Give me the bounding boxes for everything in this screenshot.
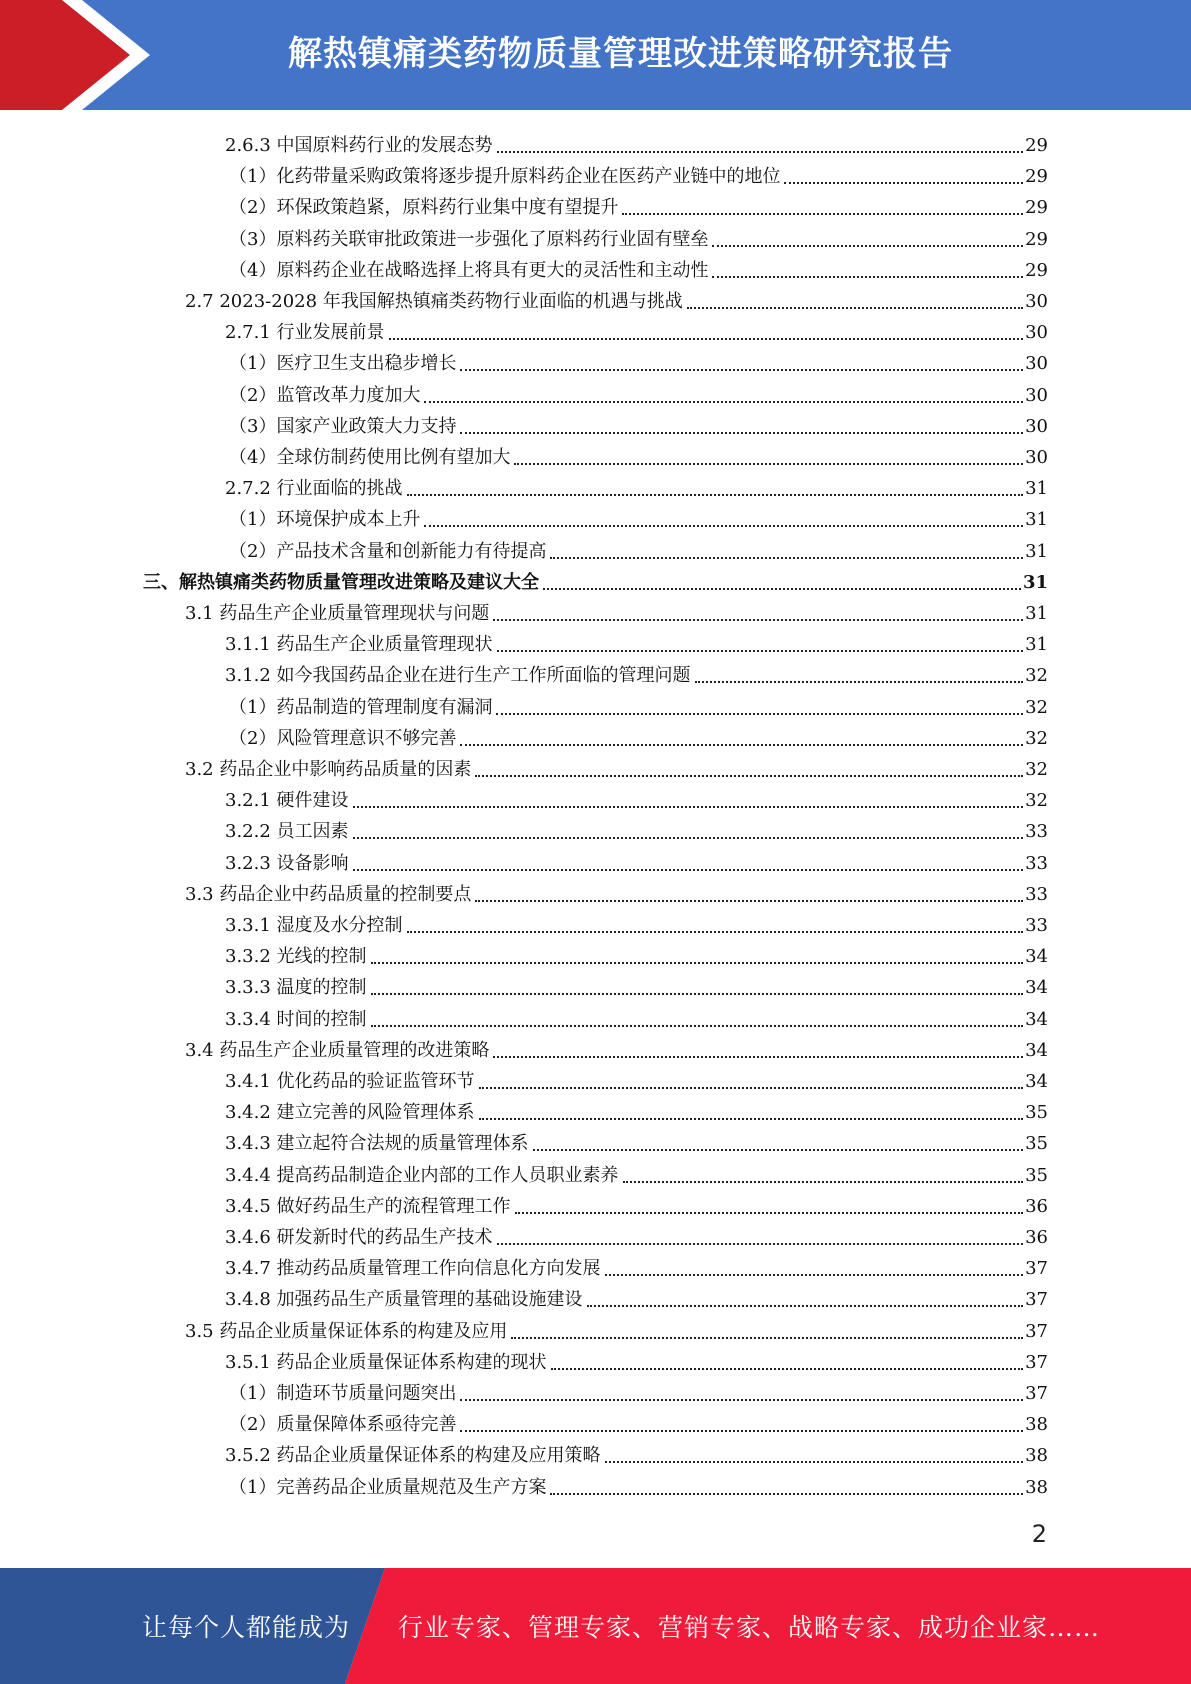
toc-entry-title: （3）原料药关联审批政策进一步强化了原料药行业固有壁垒 [229, 228, 709, 250]
toc-entry-page: 33 [1025, 915, 1048, 936]
toc-entry-page: 38 [1025, 1414, 1048, 1436]
toc-entry-title: 2.7.2 行业面临的挑战 [225, 478, 403, 500]
toc-entry-title: （2）产品技术含量和创新能力有待提高 [229, 540, 547, 562]
toc-dot-leader [424, 501, 1023, 527]
toc-dot-leader [511, 1313, 1023, 1339]
toc-entry-title: 3.1.1 药品生产企业质量管理现状 [225, 634, 493, 656]
toc-entry[interactable] [229, 1375, 1048, 1406]
footer-slogan-left: 让每个人都能成为 [142, 1613, 351, 1642]
toc-dot-leader [407, 907, 1024, 933]
toc-entry[interactable] [229, 189, 1048, 220]
toc-entry-page: 33 [1025, 821, 1048, 843]
toc-dot-leader [605, 1250, 1024, 1276]
toc-entry-page: 38 [1025, 1476, 1048, 1498]
toc-entry-page: 37 [1025, 1351, 1048, 1373]
toc-entry[interactable] [229, 345, 1048, 376]
toc-entry-title: （1）医疗卫生支出稳步增长 [229, 353, 457, 375]
toc-entry[interactable] [185, 876, 1048, 907]
toc-entry[interactable] [229, 221, 1048, 252]
toc-entry-page: 30 [1025, 384, 1048, 406]
report-title: 解热镇痛类药物质量管理改进策略研究报告 [288, 34, 953, 74]
toc-entry-title: 3.3.2 光线的控制 [225, 946, 367, 968]
toc-dot-leader [475, 876, 1023, 902]
toc-entry[interactable] [225, 845, 1048, 876]
toc-entry-page: 29 [1025, 197, 1048, 219]
toc-dot-leader [475, 751, 1023, 777]
toc-entry[interactable] [229, 1469, 1048, 1500]
toc-dot-leader [712, 252, 1023, 278]
toc-entry-page: 29 [1025, 228, 1048, 250]
toc-entry-page: 35 [1025, 1164, 1048, 1186]
toc-dot-leader [550, 533, 1023, 559]
toc-entry-page: 31 [1022, 571, 1048, 593]
toc-entry-page: 35 [1025, 1102, 1048, 1124]
toc-entry-page: 34 [1025, 977, 1048, 999]
toc-dot-leader [424, 377, 1023, 403]
toc-entry-title: 3.1.2 如今我国药品企业在进行生产工作所面临的管理问题 [225, 665, 691, 687]
toc-entry-page: 30 [1025, 447, 1048, 468]
toc-entry-page: 34 [1025, 1039, 1048, 1061]
toc-entry-title: 3.4 药品生产企业质量管理的改进策略 [185, 1039, 490, 1061]
toc-entry-page: 33 [1025, 883, 1048, 905]
toc-dot-leader [460, 1375, 1023, 1401]
toc-entry-page: 33 [1025, 852, 1048, 874]
toc-entry-title: 3.3.3 温度的控制 [225, 977, 367, 999]
toc-entry[interactable] [185, 1032, 1048, 1063]
toc-entry-page: 34 [1025, 1071, 1048, 1092]
footer-slogan-right: 行业专家、管理专家、营销专家、战略专家、成功企业家…… [398, 1613, 1101, 1642]
toc-entry-title: 3.2 药品企业中影响药品质量的因素 [185, 759, 472, 780]
toc-dot-leader [460, 1406, 1023, 1432]
toc-entry[interactable] [225, 1157, 1048, 1188]
toc-entry[interactable] [225, 1063, 1048, 1094]
toc-entry-title: （4）原料药企业在战略选择上将具有更大的灵活性和主动性 [229, 259, 709, 281]
toc-entry[interactable] [229, 252, 1048, 283]
toc-entry-page: 29 [1025, 135, 1048, 156]
toc-entry-title: 3.1 药品生产企业质量管理现状与问题 [185, 603, 490, 624]
toc-dot-leader [533, 1125, 1024, 1151]
toc-dot-leader [353, 813, 1024, 839]
toc-entry-title: （1）制造环节质量问题突出 [229, 1383, 457, 1404]
toc-dot-leader [623, 1157, 1024, 1183]
toc-dot-leader [515, 1188, 1024, 1214]
toc-dot-leader [496, 689, 1023, 715]
toc-entry[interactable] [229, 501, 1048, 532]
toc-dot-leader [371, 938, 1024, 964]
toc-entry[interactable] [225, 938, 1048, 969]
toc-dot-leader [514, 439, 1023, 465]
toc-dot-leader [460, 720, 1023, 746]
toc-dot-leader [493, 1032, 1023, 1058]
toc-entry-title: （2）环保政策趋紧，原料药行业集中度有望提升 [229, 197, 619, 219]
toc-dot-leader [353, 782, 1024, 808]
toc-dot-leader [493, 595, 1023, 621]
toc-entry-page: 37 [1025, 1289, 1048, 1311]
toc-entry-title: （2）质量保障体系亟待完善 [229, 1414, 457, 1436]
page-number: 2 [1031, 1520, 1047, 1548]
toc-entry-page: 36 [1025, 1227, 1048, 1248]
toc-dot-leader [371, 1001, 1024, 1027]
toc-dot-leader [550, 1469, 1023, 1495]
toc-dot-leader [353, 845, 1024, 871]
toc-entry-title: 3.2.3 设备影响 [225, 852, 349, 874]
toc-entry-title: （3）国家产业政策大力支持 [229, 415, 457, 437]
toc-entry[interactable] [225, 1219, 1048, 1250]
toc-entry-title: （2）监管改革力度加大 [229, 384, 421, 406]
toc-dot-leader [543, 564, 1021, 590]
toc-entry[interactable] [229, 720, 1048, 751]
toc-entry-title: 3.2.2 员工因素 [225, 821, 349, 843]
toc-dot-leader [460, 408, 1023, 434]
toc-entry-page: 34 [1025, 1008, 1048, 1030]
toc-dot-leader [407, 470, 1024, 496]
toc-entry[interactable] [229, 408, 1048, 439]
toc-entry[interactable] [185, 1313, 1048, 1344]
toc-entry-title: （1）药品制造的管理制度有漏洞 [229, 696, 493, 718]
toc-entry[interactable] [225, 782, 1048, 813]
toc-entry[interactable] [185, 595, 1048, 626]
toc-entry[interactable] [225, 1437, 1048, 1468]
toc-dot-leader [687, 283, 1023, 309]
toc-entry-title: 3.3 药品企业中药品质量的控制要点 [185, 883, 472, 905]
toc-entry[interactable] [229, 1406, 1048, 1437]
toc-entry[interactable] [225, 1281, 1048, 1312]
toc-entry[interactable] [143, 564, 1048, 595]
toc-dot-leader [551, 1344, 1024, 1370]
toc-entry[interactable] [185, 283, 1048, 314]
toc-entry[interactable] [225, 657, 1048, 688]
page-footer [0, 1568, 1191, 1684]
toc-entry-page: 29 [1025, 259, 1048, 281]
toc-entry-page: 32 [1025, 790, 1048, 812]
toc-entry-page: 30 [1025, 415, 1048, 437]
toc-entry-title: 3.4.7 推动药品质量管理工作向信息化方向发展 [225, 1258, 601, 1280]
toc-entry-page: 35 [1025, 1133, 1048, 1155]
toc-entry[interactable] [225, 907, 1048, 938]
toc-entry-title: 3.4.2 建立完善的风险管理体系 [225, 1102, 475, 1124]
toc-entry-title: 2.6.3 中国原料药行业的发展态势 [225, 135, 493, 156]
toc-entry[interactable] [225, 314, 1048, 345]
toc-entry[interactable] [229, 377, 1048, 408]
toc-dot-leader [479, 1063, 1024, 1089]
toc-entry-title: 三、解热镇痛类药物质量管理改进策略及建议大全 [143, 571, 539, 593]
toc-entry[interactable] [225, 470, 1048, 501]
toc-entry-page: 38 [1025, 1445, 1048, 1467]
toc-dot-leader [497, 127, 1024, 153]
toc-entry-page: 31 [1025, 509, 1048, 531]
toc-dot-leader [712, 221, 1023, 247]
page-header [0, 0, 1191, 110]
toc-entry-title: 3.4.5 做好药品生产的流程管理工作 [225, 1195, 511, 1217]
toc-dot-leader [371, 969, 1024, 995]
toc-entry-title: 3.3.4 时间的控制 [225, 1008, 367, 1030]
toc-entry-page: 32 [1025, 727, 1048, 749]
toc-dot-leader [605, 1437, 1024, 1463]
toc-entry-page: 31 [1025, 478, 1048, 500]
toc-entry-title: 3.4.4 提高药品制造企业内部的工作人员职业素养 [225, 1164, 619, 1186]
toc-dot-leader [497, 626, 1024, 652]
toc-entry[interactable] [225, 1094, 1048, 1125]
toc-entry[interactable] [225, 626, 1048, 657]
toc-entry[interactable] [229, 439, 1048, 470]
toc-entry-page: 32 [1025, 665, 1048, 687]
toc-entry-title: 3.4.1 优化药品的验证监管环节 [225, 1071, 475, 1092]
toc-entry-title: 2.7.1 行业发展前景 [225, 322, 385, 344]
toc-entry-page: 30 [1025, 353, 1048, 375]
toc-entry-title: （1）化药带量采购政策将逐步提升原料药企业在医药产业链中的地位 [229, 166, 781, 188]
toc-entry-page: 31 [1025, 540, 1048, 562]
toc-entry-title: （1）完善药品企业质量规范及生产方案 [229, 1476, 547, 1498]
toc-dot-leader [460, 345, 1023, 371]
toc-entry-title: 3.4.6 研发新时代的药品生产技术 [225, 1227, 493, 1248]
toc-entry-title: 3.2.1 硬件建设 [225, 790, 349, 812]
toc-entry-page: 37 [1025, 1383, 1048, 1404]
toc-entry[interactable] [225, 1188, 1048, 1219]
toc-entry[interactable] [229, 533, 1048, 564]
toc-dot-leader [695, 657, 1024, 683]
toc-dot-leader [479, 1094, 1024, 1120]
toc-dot-leader [784, 158, 1023, 184]
toc-entry[interactable] [225, 127, 1048, 158]
toc-entry-page: 30 [1025, 291, 1048, 312]
toc-entry-title: （2）风险管理意识不够完善 [229, 727, 457, 749]
toc-entry[interactable] [225, 1001, 1048, 1032]
toc-entry-title: 3.4.8 加强药品生产质量管理的基础设施建设 [225, 1289, 583, 1311]
toc-entry-page: 36 [1025, 1195, 1048, 1217]
toc-entry-title: 3.5.1 药品企业质量保证体系构建的现状 [225, 1351, 547, 1373]
toc-entry-page: 37 [1025, 1320, 1048, 1342]
toc-entry-page: 31 [1025, 603, 1048, 624]
toc-entry-title: （1）环境保护成本上升 [229, 509, 421, 531]
toc-dot-leader [497, 1219, 1024, 1245]
toc-entry[interactable] [225, 969, 1048, 1000]
toc-entry-page: 30 [1025, 322, 1048, 344]
toc-entry-title: 3.3.1 湿度及水分控制 [225, 915, 403, 936]
toc-entry-page: 29 [1025, 166, 1048, 188]
toc-entry[interactable] [185, 751, 1048, 782]
toc-entry[interactable] [225, 1250, 1048, 1281]
toc-entry-page: 37 [1025, 1258, 1048, 1280]
toc-entry-title: （4）全球仿制药使用比例有望加大 [229, 447, 511, 468]
toc-entry-page: 32 [1025, 696, 1048, 718]
toc-entry[interactable] [225, 1344, 1048, 1375]
toc-entry-page: 32 [1025, 759, 1048, 780]
toc-entry[interactable] [225, 813, 1048, 844]
toc-dot-leader [389, 314, 1024, 340]
toc-dot-leader [587, 1281, 1024, 1307]
toc-entry-title: 3.5.2 药品企业质量保证体系的构建及应用策略 [225, 1445, 601, 1467]
toc-entry-title: 3.4.3 建立起符合法规的质量管理体系 [225, 1133, 529, 1155]
toc-dot-leader [622, 189, 1023, 215]
toc-entry[interactable] [229, 158, 1048, 189]
toc-entry-page: 34 [1025, 946, 1048, 968]
toc-entry-title: 3.5 药品企业质量保证体系的构建及应用 [185, 1320, 508, 1342]
toc-entry-page: 31 [1025, 634, 1048, 656]
toc-entry-title: 2.7 2023-2028 年我国解热镇痛类药物行业面临的机遇与挑战 [185, 291, 683, 312]
toc-entry[interactable] [225, 1125, 1048, 1156]
toc-entry[interactable] [229, 689, 1048, 720]
